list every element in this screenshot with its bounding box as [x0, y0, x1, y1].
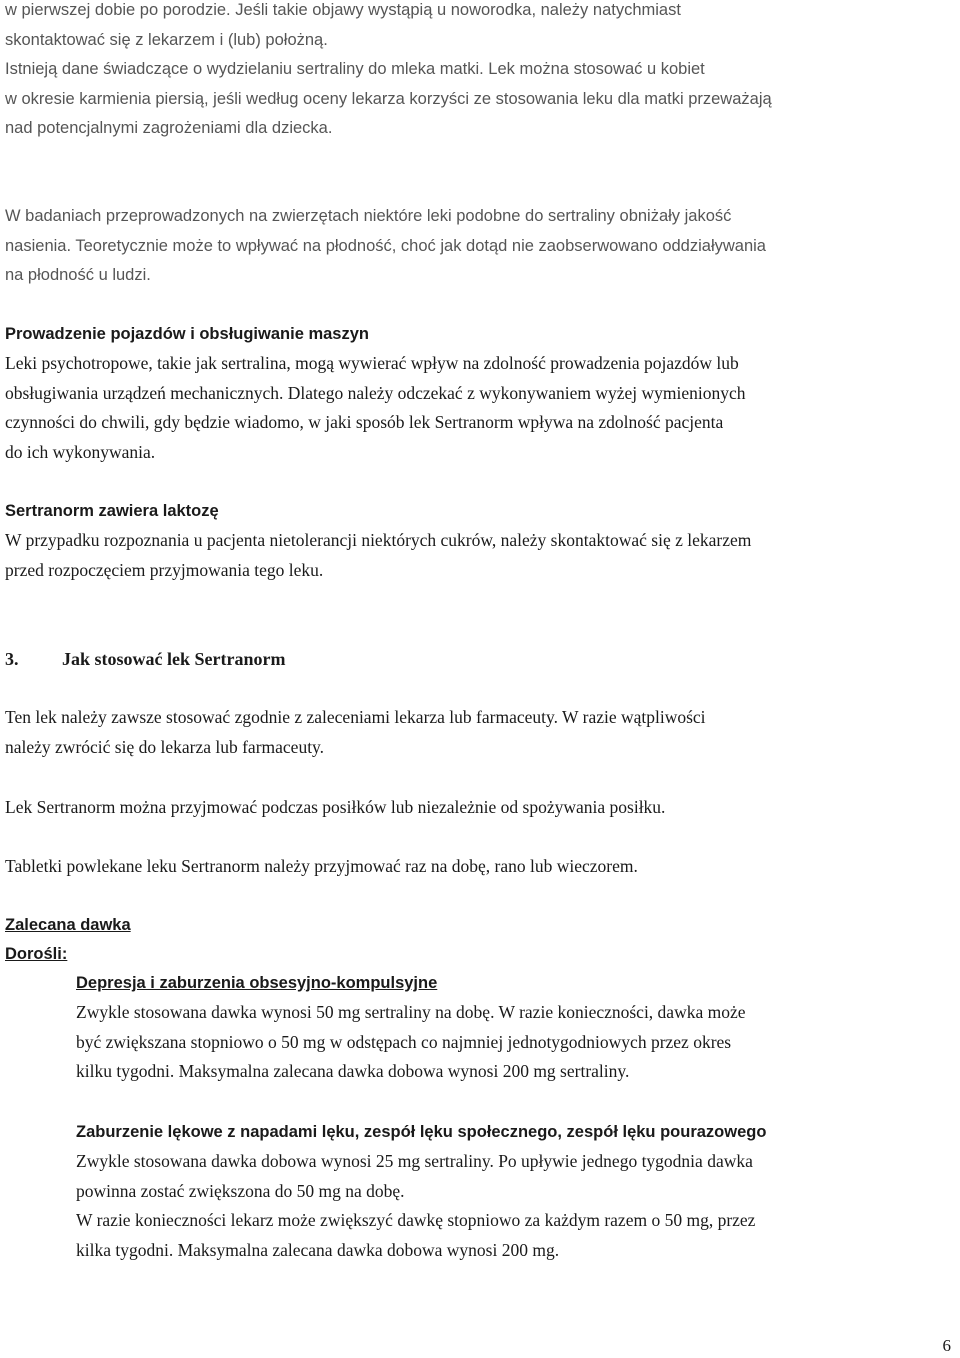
text-line: przed rozpoczęciem przyjmowania tego leku. — [5, 559, 324, 580]
paragraph-fertility — [5, 202, 766, 291]
paragraph-tablets — [5, 852, 638, 882]
text-line: kilka tygodni. Maksymalna zalecana dawka dobowa wynosi 200 mg. — [76, 1239, 560, 1260]
text-line: Zwykle stosowana dawka dobowa wynosi 25 mg sertraliny. Po upływie jednego tygodnia dawka — [76, 1151, 753, 1171]
text-line: być zwiększana stopniowo o 50 mg w odstępach co najmniej jednotygodniowych przez okres — [76, 1031, 732, 1052]
section-title: Jak stosować lek Sertranorm — [62, 649, 286, 669]
text-line: powinna zostać zwiększona do 50 mg na dobę. — [76, 1180, 405, 1201]
text-line: czynności do chwili, gdy będzie wiadomo, w jaki sposób lek Sertranorm wpływa na zdolność pacjenta — [5, 412, 724, 432]
section-heading: Sertranorm zawiera laktozę — [5, 502, 219, 520]
text-line: kilku tygodni. Maksymalna zalecana dawka dobowa wynosi 200 mg sertraliny. — [76, 1061, 630, 1081]
section-dosage — [5, 911, 131, 969]
text-line: obsługiwania urządzeń mechanicznych. Dlatego należy odczekać z wykonywaniem wyżej wymienionych — [5, 382, 746, 403]
paragraph-usage — [5, 703, 706, 762]
text-line: na płodność u ludzi. — [5, 266, 151, 284]
subsection-panic — [5, 1118, 766, 1265]
text-line: w pierwszej dobie po porodzie. Jeśli takie objawy wystąpią u noworodka, należy natychmiast — [5, 1, 681, 19]
paragraph-meals — [5, 793, 665, 823]
text-line: do ich wykonywania. — [5, 441, 156, 462]
subsection-heading: Zaburzenie lękowe z napadami lęku, zespół lęku społecznego, zespół lęku pourazowego — [76, 1123, 767, 1141]
section-number: 3. — [5, 649, 19, 669]
text-line: skontaktować się z lekarzem i (lub) położną. — [5, 30, 328, 49]
page-number: 6 — [942, 1336, 951, 1355]
section-driving — [5, 320, 746, 467]
text-line: Zwykle stosowana dawka wynosi 50 mg sertraliny na dobę. W razie konieczności, dawka może — [76, 1002, 746, 1022]
dosage-heading: Zalecana dawka — [5, 916, 131, 934]
subsection-heading: Depresja i zaburzenia obsesyjno-kompulsyjne — [76, 974, 438, 992]
text-line: nasienia. Teoretycznie może to wpływać na płodność, choć jak dotąd nie zaobserwowano oddziaływania — [5, 236, 766, 255]
text-line: Tabletki powlekane leku Sertranorm należy przyjmować raz na dobę, rano lub wieczorem. — [5, 856, 638, 876]
adults-heading: Dorośli: — [5, 945, 68, 963]
text-line: Lek Sertranorm można przyjmować podczas posiłków lub niezależnie od spożywania posiłku. — [5, 797, 666, 817]
text-line: W badaniach przeprowadzonych na zwierzętach niektóre leki podobne do sertraliny obniżały jakość — [5, 207, 732, 225]
section-3-heading — [5, 645, 285, 674]
text-line: Ten lek należy zawsze stosować zgodnie z zaleceniami lekarza lub farmaceuty. W razie wątpliwości — [5, 707, 706, 727]
text-line: nad potencjalnymi zagrożeniami dla dziecka. — [5, 119, 333, 137]
section-lactose — [5, 497, 751, 585]
text-line: należy zwrócić się do lekarza lub farmaceuty. — [5, 736, 325, 757]
text-line: w okresie karmienia piersią, jeśli według oceny lekarza korzyści ze stosowania leku dla matki przeważają — [5, 89, 772, 108]
text-line: Leki psychotropowe, takie jak sertralina, mogą wywierać wpływ na zdolność prowadzenia pojazdów lub — [5, 353, 739, 373]
section-heading: Prowadzenie pojazdów i obsługiwanie maszyn — [5, 325, 369, 343]
subsection-depression — [5, 969, 746, 1087]
paragraph-breastfeeding — [5, 55, 772, 144]
text-line: W razie konieczności lekarz może zwiększyć dawkę stopniowo za każdym razem o 50 mg, przez — [76, 1210, 756, 1230]
text-line: Istnieją dane świadczące o wydzielaniu sertraliny do mleka matki. Lek można stosować u kobiet — [5, 60, 705, 78]
text-line: W przypadku rozpoznania u pacjenta nietolerancji niektórych cukrów, należy skontaktować się z lekarzem — [5, 530, 752, 550]
paragraph-newborn — [5, 0, 681, 55]
